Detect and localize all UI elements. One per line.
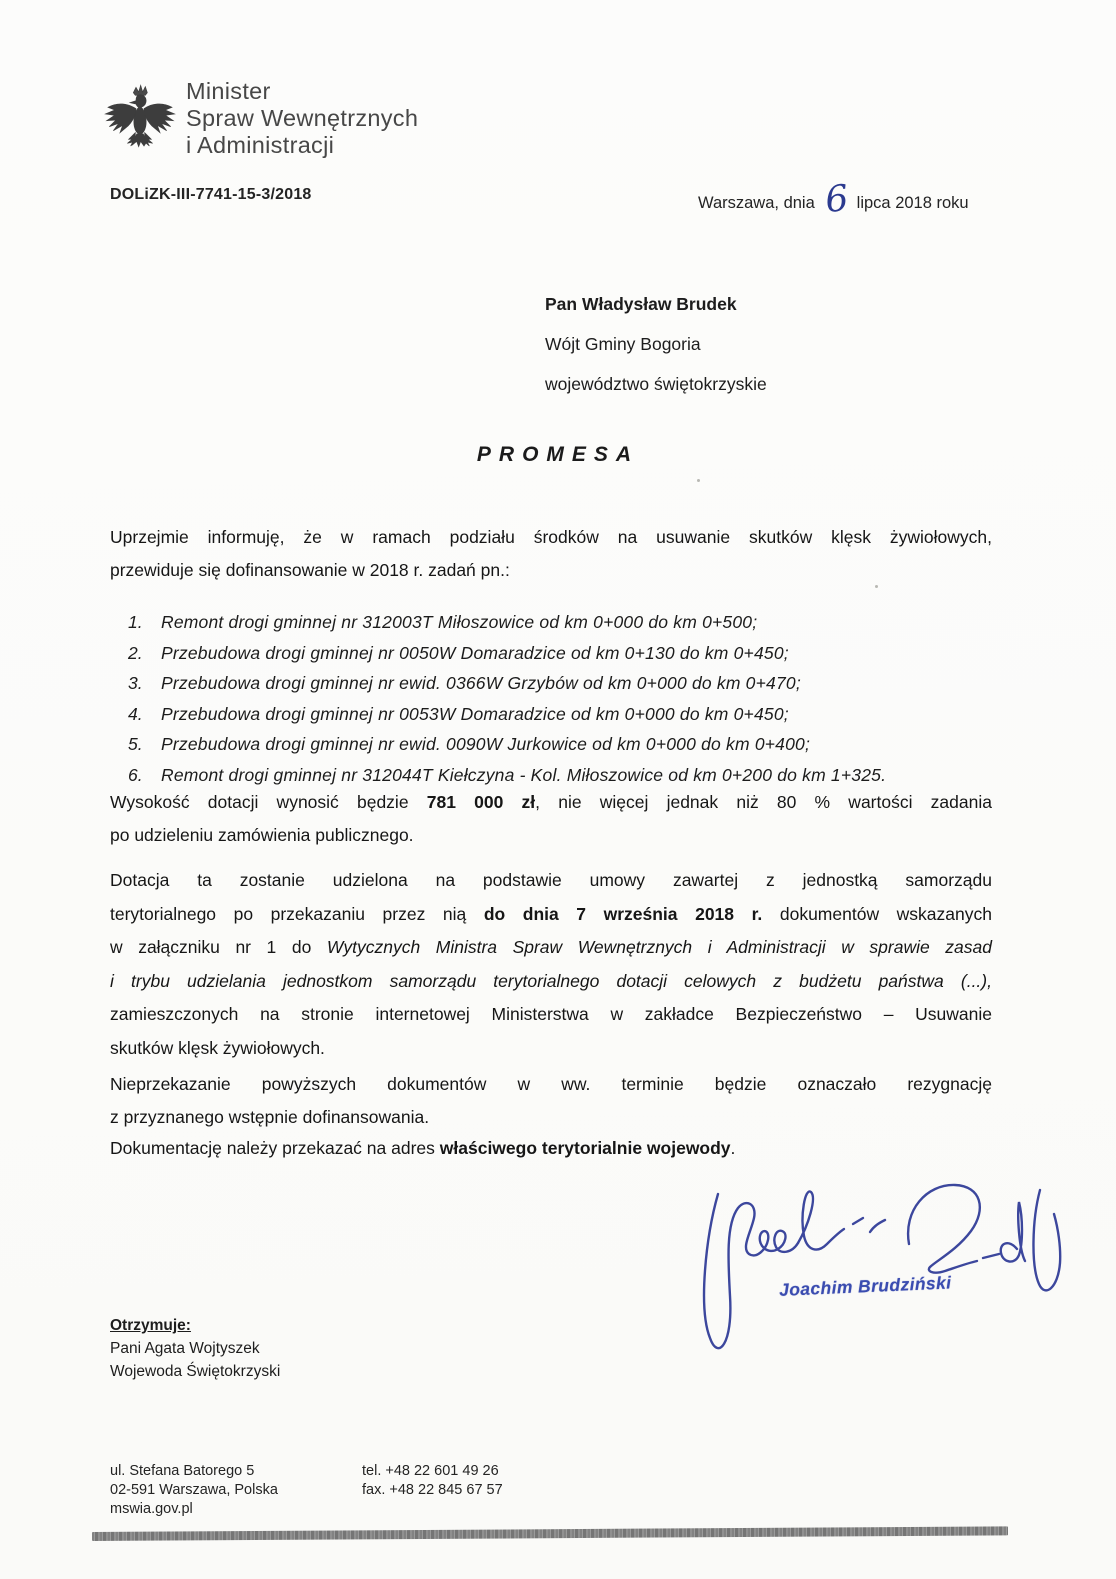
- task-text: Przebudowa drogi gminnej nr 0050W Domaradzice od km 0+130 do km 0+450;: [161, 642, 789, 663]
- amount-paragraph: [110, 786, 992, 852]
- task-item: [128, 734, 1008, 765]
- task-number: 2.: [128, 642, 143, 663]
- text-line: Dokumentację należy przekazać na adres właściwego terytorialnie wojewody.: [110, 1138, 736, 1158]
- text-line: terytorialnego po przekazaniu przez nią do dnia 7 września 2018 r. dokumentów wskazanych: [110, 903, 992, 924]
- footer-address: [110, 1462, 278, 1519]
- handwritten-signature: [676, 1156, 1071, 1374]
- date-suffix: lipca 2018 roku: [856, 194, 969, 212]
- footer-street: ul. Stefana Batorego 5: [110, 1463, 255, 1479]
- warning-paragraph: [110, 1068, 992, 1134]
- text-line: Uprzejmie informuję, że w ramach podziału środków na usuwanie skutków klęsk żywiołowych,: [110, 527, 992, 547]
- task-text: Przebudowa drogi gminnej nr 0053W Domaradzice od km 0+000 do km 0+450;: [161, 703, 789, 724]
- recipient-title: Wojewoda Świętokrzyski: [110, 1363, 281, 1380]
- task-item: [128, 673, 1008, 704]
- text-line: przewiduje się dofinansowanie w 2018 r. zadań pn.:: [110, 560, 510, 580]
- task-text: Remont drogi gminnej nr 312044T Kiełczyna - Kol. Miłoszowice od km 0+200 do km 1+325.: [161, 764, 887, 785]
- signature-name-stamp: Joachim Brudziński: [778, 1272, 952, 1300]
- task-number: 5.: [128, 734, 143, 754]
- document-title: PROMESA: [476, 443, 640, 466]
- grant-conditions-paragraph: [110, 864, 992, 1065]
- addressee-region: województwo świętokrzyskie: [545, 374, 767, 394]
- text-line: skutków klęsk żywiołowych.: [110, 1037, 325, 1058]
- addressee-block: [545, 294, 767, 414]
- ministry-name: [186, 78, 418, 159]
- date-line: [698, 176, 969, 222]
- task-list: [128, 612, 1008, 795]
- text-line: i trybu udzielania jednostkom samorządu terytorialnego dotacji celowych z budżetu państwa (...),: [110, 970, 992, 991]
- task-number: 6.: [128, 764, 143, 785]
- recipients-label: Otrzymuje:: [110, 1317, 191, 1334]
- handwritten-day: 6: [822, 177, 851, 222]
- ministry-line-2: Spraw Wewnętrznych: [186, 105, 419, 131]
- polish-eagle-emblem-icon: [100, 82, 180, 166]
- task-item: [128, 612, 1008, 643]
- task-number: 1.: [128, 612, 143, 632]
- text-line: Nieprzekazanie powyższych dokumentów w ww. terminie będzie oznaczało rezygnację: [110, 1074, 992, 1094]
- task-number: 4.: [128, 703, 143, 724]
- recipients-block: [110, 1314, 280, 1383]
- text-line: z przyznanego wstępnie dofinansowania.: [110, 1107, 430, 1127]
- task-item: [128, 643, 1008, 674]
- recipient-name: Pani Agata Wojtyszek: [110, 1340, 260, 1357]
- text-line: po udzieleniu zamówienia publicznego.: [110, 825, 414, 845]
- scan-divider-bar: [92, 1526, 1008, 1541]
- text-line: w załączniku nr 1 do Wytycznych Ministra Spraw Wewnętrznych i Administracji w sprawie zasad: [110, 937, 992, 957]
- scan-speck: [697, 479, 700, 482]
- addressee-name: Pan Władysław Brudek: [545, 294, 737, 314]
- task-text: Przebudowa drogi gminnej nr ewid. 0090W Jurkowice od km 0+000 do km 0+400;: [161, 734, 811, 754]
- text-line: zamieszczonych na stronie internetowej Ministerstwa w zakładce Bezpieczeństwo – Usuwanie: [110, 1004, 992, 1024]
- scan-speck: [875, 585, 878, 588]
- footer-phone: tel. +48 22 601 49 26: [362, 1463, 499, 1479]
- footer-fax: fax. +48 22 845 67 57: [362, 1482, 503, 1498]
- ministry-line-3: i Administracji: [186, 132, 335, 158]
- task-text: Przebudowa drogi gminnej nr ewid. 0366W Grzybów od km 0+000 do km 0+470;: [161, 673, 801, 693]
- ministry-line-1: Minister: [186, 78, 271, 104]
- intro-paragraph: [110, 521, 992, 587]
- task-text: Remont drogi gminnej nr 312003T Miłoszowice od km 0+000 do km 0+500;: [161, 612, 758, 632]
- text-line: Dotacja ta zostanie udzielona na podstawie umowy zawartej z jednostką samorządu: [110, 870, 992, 890]
- addressee-title: Wójt Gminy Bogoria: [545, 334, 701, 354]
- task-number: 3.: [128, 673, 143, 693]
- footer-city: 02-591 Warszawa, Polska: [110, 1482, 278, 1498]
- task-item: [128, 704, 1008, 735]
- date-prefix: Warszawa, dnia: [698, 194, 815, 212]
- text-line: Wysokość dotacji wynosić będzie 781 000 zł, nie więcej jednak niż 80 % wartości zadania: [110, 792, 992, 812]
- reference-number: DOLiZK-III-7741-15-3/2018: [110, 186, 312, 203]
- footer-contact: [362, 1462, 503, 1500]
- footer-website: mswia.gov.pl: [110, 1501, 193, 1517]
